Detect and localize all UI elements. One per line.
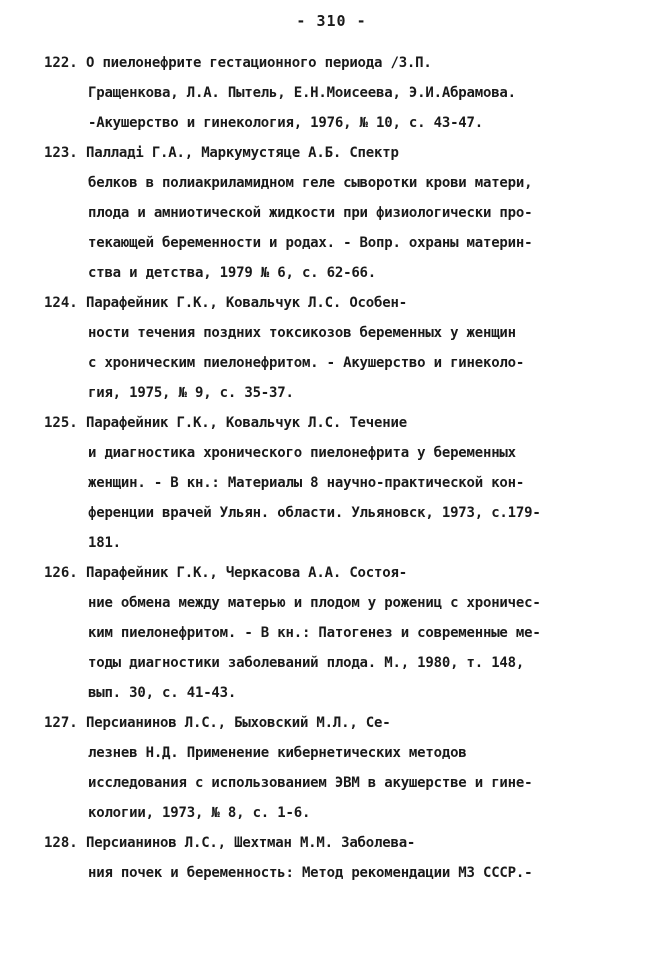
entry-line: 181. [88, 535, 121, 551]
bibliography-entry-123 [44, 138, 624, 288]
entry-line: Парафейник Г.К., Ковальчук Л.С. Особен- [86, 295, 407, 311]
entry-line: ства и детства, 1979 № 6, с. 62-66. [88, 265, 377, 281]
entry-line: О пиелонефрите гестационного периода /З.П. [86, 55, 432, 71]
entry-number: 122. [44, 55, 78, 71]
entry-line: Персианинов Л.С., Шехтман М.М. Заболева- [86, 835, 416, 851]
entry-line: Парафейник Г.К., Ковальчук Л.С. Течение [86, 415, 407, 431]
entry-number: 126. [44, 565, 78, 581]
entry-line: Гращенкова, Л.А. Пытель, Е.Н.Моисеева, Э.И.Абрамова. [88, 85, 516, 101]
bibliography-entry-122 [44, 48, 624, 138]
entry-line: и диагностика хронического пиелонефрита у беременных [88, 445, 516, 461]
entry-line: Палладі Г.А., Маркумустяце А.Б. Спектр [86, 145, 399, 161]
entry-number: 127. [44, 715, 78, 731]
bibliography-entry-126 [44, 558, 624, 708]
entry-line: ния почек и беременность: Метод рекомендации МЗ СССР.- [88, 865, 533, 881]
entry-line: ности течения поздних токсикозов беременных у женщин [88, 325, 516, 341]
bibliography-list [44, 48, 624, 888]
entry-line: женщин. - В кн.: Материалы 8 научно-практической кон- [88, 475, 525, 491]
entry-number: 125. [44, 415, 78, 431]
entry-number: 123. [44, 145, 78, 161]
entry-line: ференции врачей Ульян. области. Ульяновск, 1973, с.179- [88, 505, 541, 521]
entry-line: Персианинов Л.С., Быховский М.Л., Се- [86, 715, 391, 731]
entry-line: Парафейник Г.К., Черкасова А.А. Состоя- [86, 565, 407, 581]
entry-line: плода и амниотической жидкости при физиологически про- [88, 205, 533, 221]
entry-line: кологии, 1973, № 8, с. 1-6. [88, 805, 311, 821]
entry-line: гия, 1975, № 9, с. 35-37. [88, 385, 294, 401]
entry-line: -Акушерство и гинекология, 1976, № 10, с. 43-47. [88, 115, 483, 131]
entry-line: белков в полиакриламидном геле сыворотки крови матери, [88, 175, 533, 191]
bibliography-entry-125 [44, 408, 624, 558]
page-number: - 310 - [296, 12, 367, 30]
entry-line: текающей беременности и родах. - Вопр. охраны материн- [88, 235, 533, 251]
entry-number: 128. [44, 835, 78, 851]
bibliography-entry-127 [44, 708, 624, 828]
entry-line: исследования с использованием ЭВМ в акушерстве и гине- [88, 775, 533, 791]
entry-line: вып. 30, с. 41-43. [88, 685, 237, 701]
entry-line: с хроническим пиелонефритом. - Акушерство и гинеколо- [88, 355, 525, 371]
entry-line: ние обмена между матерью и плодом у рожениц с хроничес- [88, 595, 541, 611]
entry-line: ким пиелонефритом. - В кн.: Патогенез и современные ме- [88, 625, 541, 641]
entry-line: лезнев Н.Д. Применение кибернетических методов [88, 745, 467, 761]
entry-number: 124. [44, 295, 78, 311]
bibliography-entry-124 [44, 288, 624, 408]
bibliography-entry-128 [44, 828, 624, 888]
entry-line: тоды диагностики заболеваний плода. М., 1980, т. 148, [88, 655, 525, 671]
